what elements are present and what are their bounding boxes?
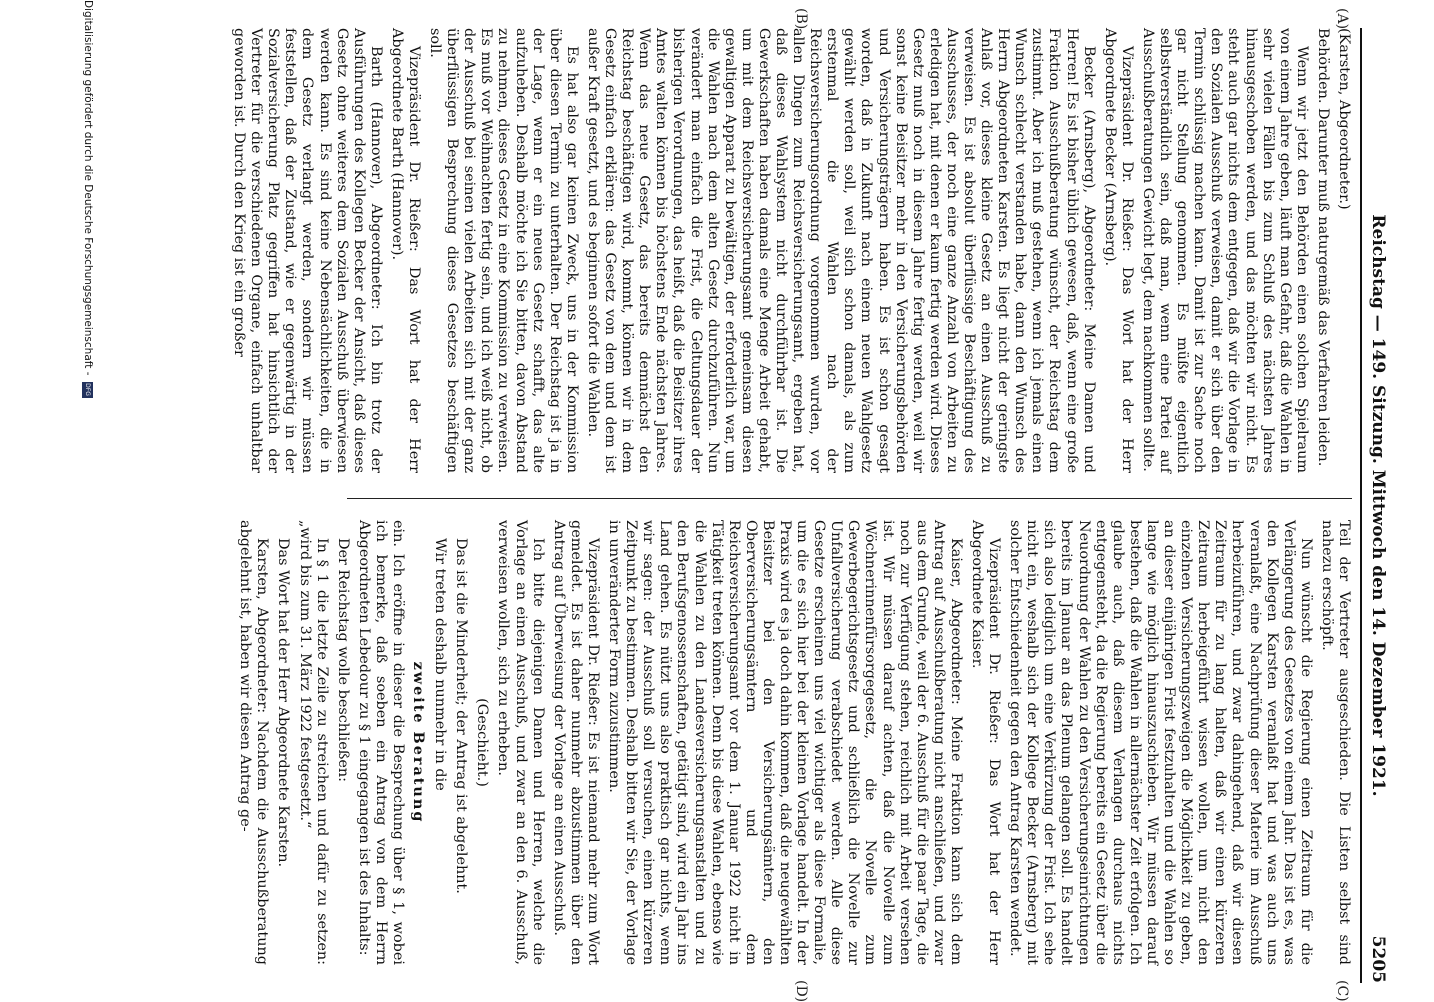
paragraph: Kaiser, Abgeordneter: Meine Fraktion kann sich dem Antrag auf Ausschußberatung nicht anschließen, und zwar aus dem Grunde, weil der 6. Ausschuß für die paar Tage, die noch zur Verfügung stehen, reichlich mit Arbeit versehen ist. Wir müssen darauf achten, daß die Novelle zum Wöchnerinnenfürsorgegesetz, die Novelle zum Gewerbegerichtsgesetz und schließlich die Novelle zur Unfallversicherung verabschiedet werden. Alle diese Gesetze erscheinen uns viel wichtiger als diese Formalie, um die es sich hier bei der kleinen Vorlage handelt. In der Praxis wird es ja doch dahin kommen, daß die neugewählten Beisitzer bei den Versicherungsämtern, den Oberversicherungsämtern und dem Reichsversicherungsamt vor dem 1. Januar 1922 nicht in Tätigkeit treten können. Denn bis diese Wahlen, ebenso wie die Wahlen zu den Landesversicherungsanstalten und zu den Berufsgenossenschaften, getätigt sind, wird ein Jahr ins Land gehen. Es nützt uns also praktisch gar nichts, wenn wir sagen: der Ausschuß soll versuchen, einen kürzeren Zeitpunkt zu bestimmen. Deshalb bitten wir Sie, der Vorlage in unveränderter Form zuzustimmen. [606,520,964,965]
paragraph: Nun wünscht die Regierung einen Zeitraum für die Verlängerung des Gesetzes von einem Jahr. Das ist es, was den Kollegen Karsten veranlaßt hat und was auch uns veranlaßt, eine Nachprüfung dieser Materie im Ausschuß herbeizuführen, und zwar dahingehend, daß wir diesen Zeitraum für zu lang halten, daß wir einen kürzeren Zeitraum herbeigeführt wissen wollen, um nicht den einzelnen Versicherungszweigen die Möglichkeit zu geben, an dieser einjährigen Frist festzuhalten und die Wahlen so lange wie möglich hinauszuschieben. Wir müssen darauf bestehen, daß die Wahlen in allernächster Zeit erfolgen. Ich glaube auch, daß diesem Verlangen durchaus nichts entgegensteht, da die Regierung bereits ein Gesetz über die Neuordnung der Wahlen zu den Versicherungseinrichtungen bereits im Januar an das Plenum gelangen soll. Es handelt sich also lediglich um eine Verkürzung der Frist. Ich sehe nicht ein, weshalb sich der Kollege Becker (Arnsberg) mit solcher Entschiedenheit gegen den Antrag Karsten wendet. [1007,520,1314,965]
page-number: 5205 [1368,935,1388,983]
speaker-announcement: Vizepräsident Dr. Rießer: Das Wort hat der Herr Abgeordnete Barth (Hannover). [388,28,423,473]
paragraph: (Karsten, Abgeordneter.) [1336,28,1352,210]
margin-marker-a: (A) [1334,8,1350,30]
scanned-page [67,0,1434,1000]
paragraph: ein. Ich eröffne in dieser die Besprechung über § 1, wobei ich bemerke, daß soeben ein Antrag von dem Herrn Abgeordneten Lebedour zu § 1 eingegangen ist des Inhalts: [355,520,407,965]
footer-text: Digitalisierung gefördert durch die Deutsche Forschungsgemeinschaft - [82,0,94,376]
margin-marker-d: (D) [793,980,809,1002]
paragraph: Es hat also gar keinen Zweck, uns in der Kommission über diesen Termin zu unterhalten. Der Reichstag ist ja in der Lage, wenn er ein neues Gesetz schafft, das alte aufzuheben. Deshalb möchte ich Sie bitten, davon Abstand zu nehmen, dieses Gesetz in eine Kommission zu verweisen. Es muß vor Weihnachten fertig sein, und ich weiß nicht, ob der Ausschuß bei seinen vielen Arbeiten sich mit der ganz überflüssigen Besprechung dieses Gesetzes beschäftigen soll. [427,28,580,473]
section-heading: zweite Beratung [410,661,428,824]
left-column [226,28,1352,473]
paragraph: Das Wort hat der Herr Abgeordnete Karsten. [275,538,292,868]
paragraph: Ich bitte diejenigen Damen und Herren, welche die Vorlage an einen Ausschuß, und zwar an den 6. Ausschuß, verweisen wollen, sich zu erheben. [495,520,546,965]
paragraph: Behörden. Darunter muß naturgemäß das Verfahren leiden. [1314,28,1331,467]
paragraph: Barth (Hannover), Abgeordneter: Ich bin trotz der Ausführungen des Kollegen Becker der Ansicht, daß dieses Gesetz ohne weiteres dem Sozialen Ausschuß überwiesen werden kann. Es sind keine Nebensächlichkeiten, die in dem Gesetz verlangt werden, sondern wir müssen feststellen, daß der Zustand, wie er gegenwärtig in der Sozialversicherung Platz gegriffen hat hinsichtlich der Vertreter für die verschiedenen Organe, einfach unhaltbar geworden ist. Durch den Krieg ist ein großer [231,28,384,473]
speaker-announcement: Vizepräsident Dr. Rießer: Das Wort hat der Herr Abgeordnete Kaiser. [969,520,1003,965]
speaker-announcement: Vizepräsident Dr. Rießer: Es ist niemand mehr zum Wort gemeldet. Es ist daher nunmehr abzustimmen über den Antrag auf Überweisung der Vorlage an einen Ausschuß. [550,520,601,965]
stage-direction: (Geschieht.) [474,698,491,787]
digitization-footer [82,0,94,1000]
right-column [232,520,1352,965]
paragraph: Wenn wir jetzt den Behörden einen solchen Spielraum von einem Jahre geben, läuft man Gefahr, daß die Wahlen in sehr vielen Fällen bis zum Schluß des nächsten Jahres hinausgeschoben werden, und das möchten wir nicht. Es steht auch gar nichts dem entgegen, daß wir die Vorlage in den Sozialen Ausschuß verweisen, damit er sich über den Termin schlüssig machen kann. Damit ist zur Sache noch gar nicht Stellung genommen. Es müßte eigentlich selbstverständlich sein, daß man, wenn eine Partei auf Ausschußberatungen Gewicht legt, dem nachkommen sollte. [1139,28,1310,473]
motion-text: Der Reichstag wolle beschließen: [334,538,351,783]
paragraph: Karsten, Abgeordneter: Nachdem die Ausschußberatung abgelehnt ist, haben wir diesen Antrag ge- [237,520,271,965]
margin-marker-b: (B) [793,8,809,30]
column-divider [347,498,1352,499]
motion-text: In § 1 die letzte Zeile zu streichen und dafür zu setzen: „wird bis zum 31. März 1922 festgesetzt.“ [296,520,330,965]
dfg-logo: DFG [84,383,92,396]
paragraph: Becker (Arnsberg), Abgeordneter: Meine Damen und Herren! Es ist bisher üblich gewesen, daß, wenn eine große Fraktion Ausschußberatung wünscht, der Reichstag dem zustimmt. Aber ich muß gestehen, wenn ich jemals einen Wunsch schlecht verstanden habe, dann den Wunsch des Herrn Abgeordneten Karsten. Es liegt nicht der geringste Anlaß vor, dieses kleine Gesetz an einen Ausschuß zu verweisen. Es ist absolut überflüssige Beschäftigung des Ausschusses, der noch eine ganze Anzahl von Arbeiten zu erledigen hat, mit denen er kaum fertig werden wird. Dieses Gesetz muß noch in diesem Jahre fertig werden, weil wir sonst keine Beisitzer mehr in den Versicherungsbehörden und Versicherungsträgern haben. Es ist schon gesagt worden, daß in Zukunft nach einem neuen Wahlgesetz gewählt werden soll, weil sich schon damals, als zum erstenmal die Wahlen nach der Reichsversicherungsordnung vorgenommen wurden, vor allen Dingen zum Reichsversicherungsamt, ergeben hat, daß dieses Wahlsystem nicht durchführbar ist. Die Gewerkschaften haben damals eine Menge Arbeit gehabt, um mit dem Reichsversicherungsamt gemeinsam diesen gewaltigen Apparat zu bewältigen, der erforderlich war, um die Wahlen nach dem alten Gesetz durchzuführen. Nun verändert man einfach die Frist, die Geltungsdauer der bisherigen Verordnungen, das heißt, daß die Beisitzer ihres Amtes walten können bis höchstens Ende nächsten Jahres. Wenn das neue Gesetz, das bereits demnächst den Reichstag beschäftigen wird, kommt, können wir in dem Gesetz einfach erklären: das Gesetz von dem und dem ist außer Kraft gesetzt, und es beginnen sofort die Wahlen. [584,28,1097,473]
paragraph: Teil der Vertreter ausgeschieden. Die Listen selbst sind nahezu erschöpft. [1318,520,1352,965]
page-header [1360,28,1392,983]
margin-marker-c: (C) [1334,980,1350,1002]
paragraph: Wir treten deshalb nunmehr in die [432,538,449,791]
header-title: Reichstag — 149. Sitzung. Mittwoch den 14. Dezember 1921. [1368,214,1388,797]
speaker-announcement: Vizepräsident Dr. Rießer: Das Wort hat der Herr Abgeordnete Becker (Arnsberg). [1101,28,1135,473]
paragraph: Das ist die Minderheit; der Antrag ist abgelehnt. [453,538,470,894]
